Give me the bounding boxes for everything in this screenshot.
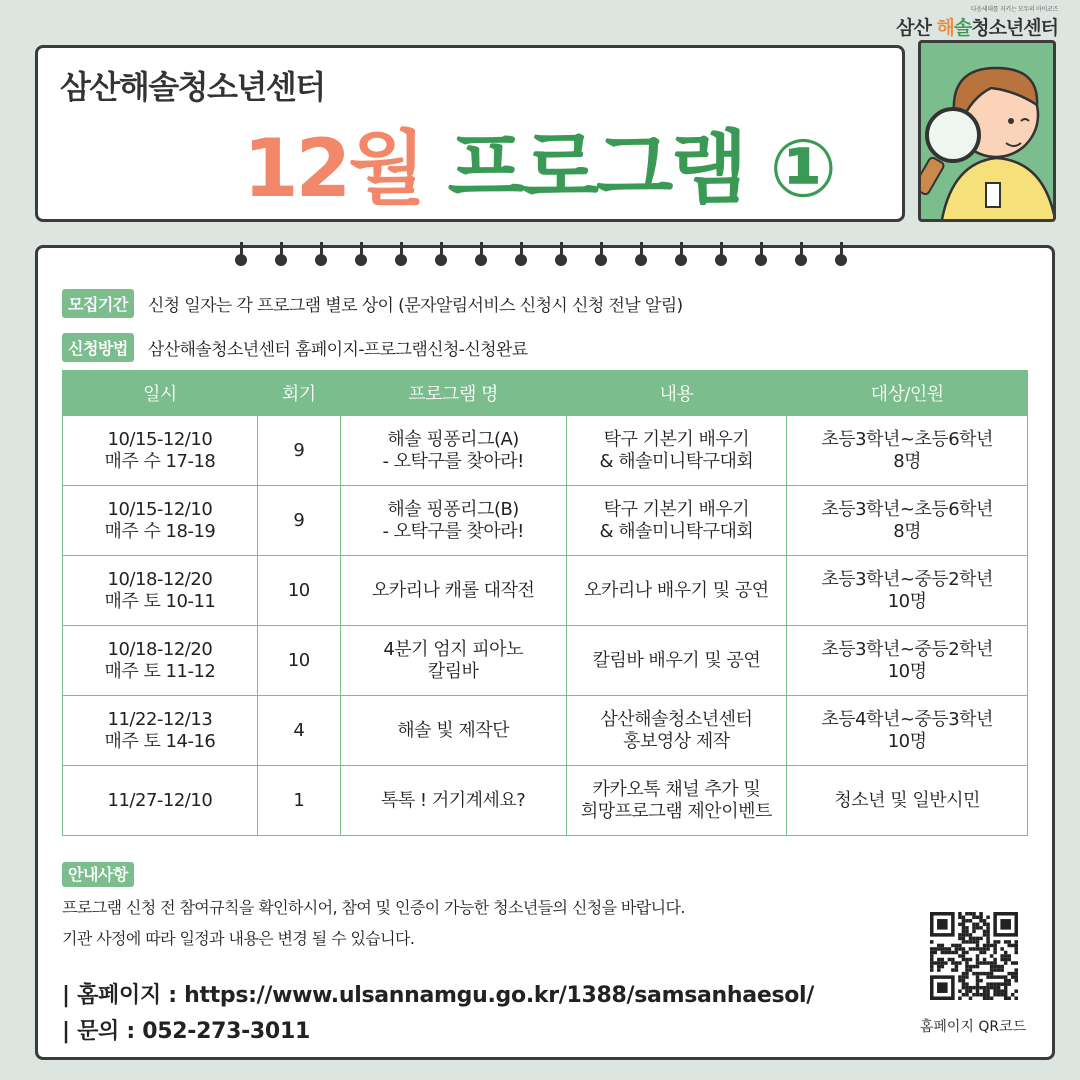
binder-ring [275, 254, 287, 266]
binder-rings [235, 244, 855, 274]
column-header: 프로그램 명 [340, 371, 566, 416]
title-program: 프로그램 ① [447, 122, 835, 215]
table-cell: 초등3학년~중등2학년 10명 [787, 626, 1028, 696]
binder-ring [315, 254, 327, 266]
binder-ring [435, 254, 447, 266]
table-cell: 탁구 기본기 배우기 & 해솔미니탁구대회 [566, 486, 787, 556]
apply-method-badge: 신청방법 [62, 333, 134, 362]
table-cell: 청소년 및 일반시민 [787, 766, 1028, 836]
logo-name [896, 13, 1058, 40]
binder-ring [355, 254, 367, 266]
apply-method-row [62, 333, 528, 362]
page-title [243, 104, 834, 219]
homepage-link[interactable]: | 홈페이지 : https://www.ulsannamgu.go.kr/1388/samsanhaesol/ [62, 983, 815, 1008]
notes-section [62, 862, 685, 949]
table-cell: 칼림바 배우기 및 공연 [566, 626, 787, 696]
table-cell: 10/18-12/20 매주 토 10-11 [63, 556, 258, 626]
binder-ring [235, 254, 247, 266]
table-cell: 해솔 핑퐁리그(B) - 오탁구를 찾아라! [340, 486, 566, 556]
table-cell: 9 [257, 486, 340, 556]
binder-ring [835, 254, 847, 266]
table-cell: 4분기 엄지 피아노 칼림바 [340, 626, 566, 696]
recruit-period-text: 신청 일자는 각 프로그램 별로 상이 (문자알림서비스 신청시 신청 전날 알림) [147, 296, 683, 316]
table-cell: 초등3학년~중등2학년 10명 [787, 556, 1028, 626]
column-header: 대상/인원 [787, 371, 1028, 416]
title-banner [35, 45, 905, 222]
table-cell: 톡톡 ! 거기계세요? [340, 766, 566, 836]
table-row [63, 696, 1028, 766]
table-cell: 10 [257, 556, 340, 626]
table-cell: 탁구 기본기 배우기 & 해솔미니탁구대회 [566, 416, 787, 486]
notes-line: 기관 사정에 따라 일정과 내용은 변경 될 수 있습니다. [62, 929, 415, 948]
recruit-period-badge: 모집기간 [62, 289, 134, 318]
logo-part: 솔 [953, 17, 972, 39]
logo-tagline: 다음세대를 지키는 모두의 마이코즈 [970, 6, 1058, 13]
table-cell: 카카오톡 채널 추가 및 희망프로그램 제안이벤트 [566, 766, 787, 836]
column-header: 회기 [257, 371, 340, 416]
binder-ring [715, 254, 727, 266]
binder-ring [755, 254, 767, 266]
table-cell: 11/27-12/10 [63, 766, 258, 836]
table-cell: 해솔 빛 제작단 [340, 696, 566, 766]
column-header: 일시 [63, 371, 258, 416]
table-row [63, 626, 1028, 696]
binder-ring [475, 254, 487, 266]
binder-ring [395, 254, 407, 266]
binder-ring [635, 254, 647, 266]
phone-contact: | 문의 : 052-273-3011 [62, 1019, 310, 1044]
table-cell: 초등3학년~초등6학년 8명 [787, 486, 1028, 556]
binder-ring [515, 254, 527, 266]
apply-method-text: 삼산해솔청소년센터 홈페이지-프로그램신청-신청완료 [147, 340, 528, 360]
logo-part: 해 [936, 17, 954, 39]
table-cell: 10/15-12/10 매주 수 18-19 [63, 486, 258, 556]
binder-ring [795, 254, 807, 266]
table-cell: 9 [257, 416, 340, 486]
table-cell: 초등3학년~초등6학년 8명 [787, 416, 1028, 486]
table-cell: 오카리나 배우기 및 공연 [566, 556, 787, 626]
table-cell: 1 [257, 766, 340, 836]
title-month: 12월 [243, 122, 423, 215]
table-row [63, 416, 1028, 486]
logo-part: 삼산 [896, 17, 931, 39]
table-cell: 11/22-12/13 매주 토 14-16 [63, 696, 258, 766]
table-cell: 초등4학년~중등3학년 10명 [787, 696, 1028, 766]
character-illustration [918, 40, 1056, 222]
binder-ring [555, 254, 567, 266]
table-header-row [63, 371, 1028, 416]
qr-code[interactable] [930, 912, 1018, 1000]
table-cell: 10 [257, 626, 340, 696]
notes-line: 프로그램 신청 전 참여규칙을 확인하시어, 참여 및 인증이 가능한 청소년들의 신청을 바랍니다. [62, 898, 685, 917]
logo-part: 청소년센터 [971, 17, 1058, 39]
binder-ring [595, 254, 607, 266]
notes-badge: 안내사항 [62, 862, 134, 887]
magnifier-kid-icon [921, 43, 1056, 222]
qr-label: 홈페이지 QR코드 [919, 1019, 1027, 1035]
table-cell: 10/15-12/10 매주 수 17-18 [63, 416, 258, 486]
table-row [63, 486, 1028, 556]
center-logo [896, 4, 1058, 40]
binder-ring [675, 254, 687, 266]
column-header: 내용 [566, 371, 787, 416]
table-cell: 10/18-12/20 매주 토 11-12 [63, 626, 258, 696]
center-name: 삼산해솔청소년센터 [60, 68, 325, 106]
recruit-period-row [62, 289, 683, 318]
table-cell: 4 [257, 696, 340, 766]
table-cell: 삼산해솔청소년센터 홍보영상 제작 [566, 696, 787, 766]
program-table [62, 370, 1028, 836]
table-cell: 오카리나 캐롤 대작전 [340, 556, 566, 626]
table-row [63, 766, 1028, 836]
table-cell: 해솔 핑퐁리그(A) - 오탁구를 찾아라! [340, 416, 566, 486]
table-row [63, 556, 1028, 626]
